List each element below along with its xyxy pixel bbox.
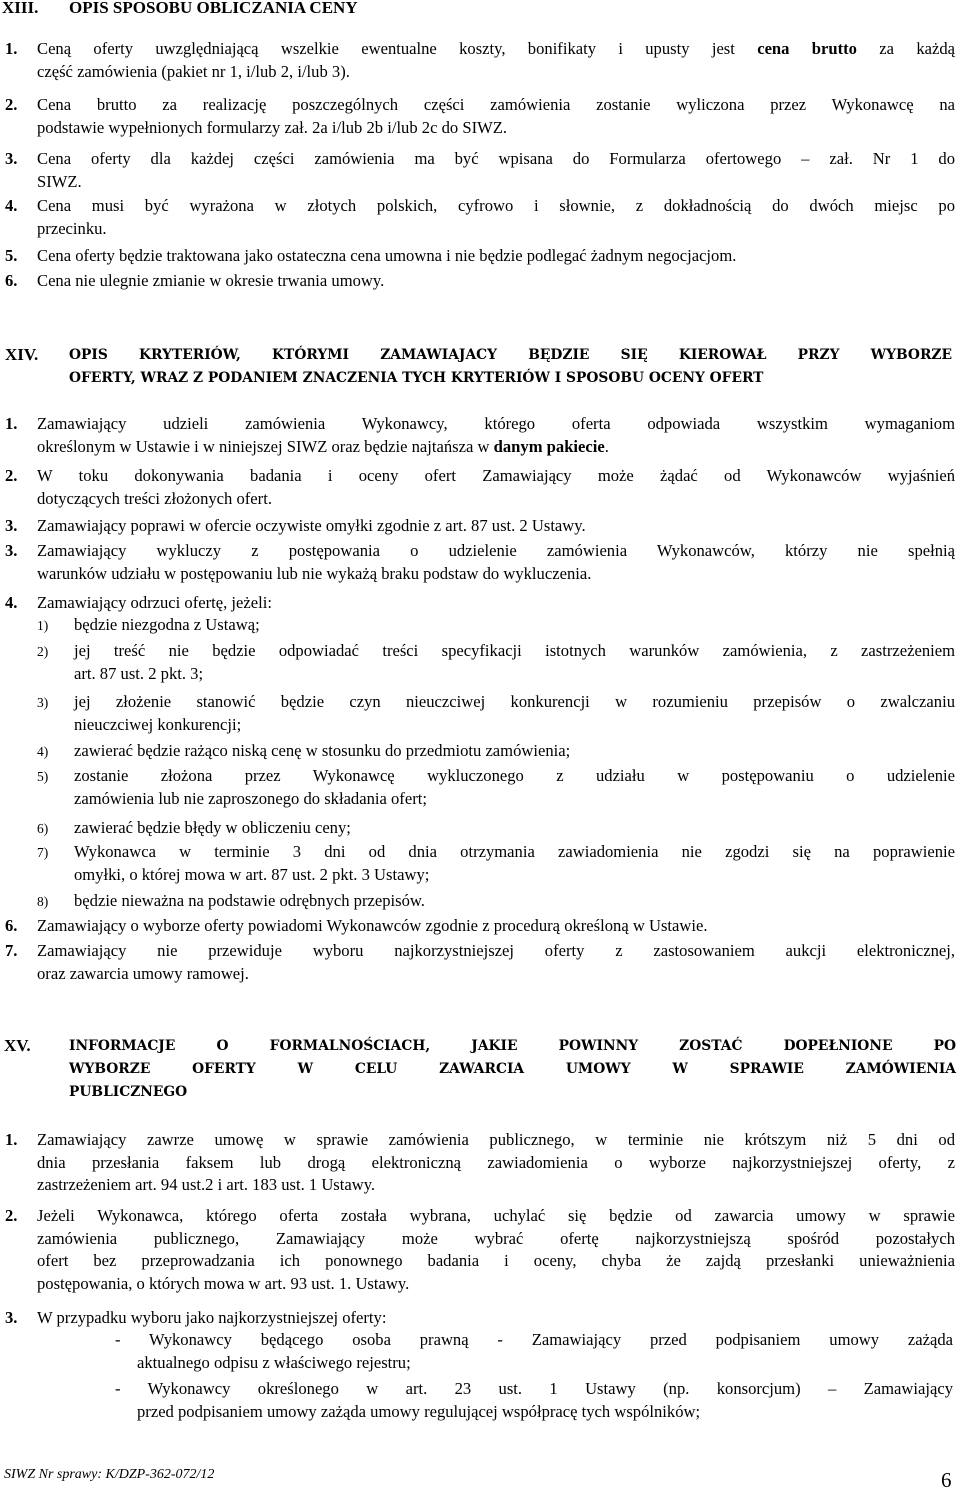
item-text [37, 515, 955, 538]
text-line: omyłki, o której mowa w art. 87 ust. 2 pkt. 3 Ustawy; [74, 864, 430, 884]
text-segment: Ceną oferty uwzględniającą wszelkie ewentualne koszty, bonifikaty i upusty jest [37, 39, 758, 58]
text-line [37, 1273, 955, 1296]
text-segment: Zamawiający udzieli zamówienia Wykonawcy, którego oferta odpowiada wszystkim wymaganiom [37, 414, 955, 433]
sub-item-number: 1) [37, 618, 49, 633]
text-line [37, 436, 955, 459]
sub-item-number: 4) [37, 744, 49, 759]
text-line [37, 117, 955, 140]
section-15-title-line: WYBORZE OFERTY W CELU ZAWARCIA UMOWY W SPRAWIE ZAMÓWIENIA [69, 1061, 956, 1077]
text-line [37, 915, 955, 938]
text-line: będzie niezgodna z Ustawą; [74, 615, 260, 634]
text-segment: część zamówienia (pakiet nr 1, i/lub 2, i/lub 3). [37, 61, 350, 81]
text-line: zawierać będzie rażąco niską cenę w stosunku do przedmiotu zamówienia; [74, 741, 571, 760]
sub-item-number: 8) [37, 894, 49, 909]
page-number: 6 [941, 1468, 952, 1492]
item-number: 6. [5, 916, 18, 935]
text-line [37, 540, 955, 563]
section-13-title: OPIS SPOSOBU OBLICZANIA CENY [69, 0, 358, 17]
item-number: 4. [5, 593, 18, 612]
item-number: 3. [5, 149, 18, 168]
text-line [37, 1152, 955, 1175]
text-line [37, 171, 955, 194]
item-text [37, 94, 955, 139]
section-14-title-line: OFERTY, WRAZ Z PODANIEM ZNACZENIA TYCH KRYTERIÓW I SPOSOBU OCENY OFERT [69, 370, 764, 386]
text-line [37, 488, 955, 511]
text-line: zamówienia lub nie zaproszonego do składania ofert; [74, 788, 427, 808]
text-line [37, 1174, 955, 1197]
text-line [37, 61, 955, 84]
text-line: aktualnego odpisu z właściwego rejestru; [137, 1352, 411, 1372]
text-segment: ofert bez przeprowadzania ich ponownego badania i oceny, chyba że zajdą przesłanki unieważnienia [37, 1251, 955, 1270]
sub-item-number: 2) [37, 644, 49, 659]
item-number: 1. [5, 414, 18, 433]
text-line [37, 270, 955, 293]
item-text [37, 1129, 955, 1197]
text-line [37, 195, 955, 218]
sub-item-text [74, 817, 955, 840]
text-line [37, 1228, 955, 1251]
sub-item-text [74, 765, 955, 810]
item-number: 1. [5, 1130, 18, 1149]
text-segment: zamówienia publicznego, Zamawiający może wybrać ofertę najkorzystniejszą spośród pozostałych [37, 1228, 955, 1248]
sub-item-number: 7) [37, 845, 49, 860]
text-line: Wykonawca w terminie 3 dni od dnia otrzymania zawiadomienia nie zgodzi się na poprawienie [74, 842, 955, 861]
item-number: 5. [5, 246, 18, 265]
text-segment: postępowania, o których mowa w art. 93 ust. 1. Ustawy. [37, 1273, 410, 1293]
text-segment: Cena oferty dla każdej części zamówienia ma być wpisana do Formularza ofertowego – zał. Nr 1 do [37, 149, 955, 168]
text-segment: Cena oferty będzie traktowana jako ostateczna cena umowna i nie będzie podlegać żadnym negocjacjom. [37, 246, 737, 265]
item-number: 4. [5, 196, 18, 215]
item-text [37, 270, 955, 293]
text-segment: SIWZ. [37, 171, 82, 191]
sub-item-text [74, 740, 955, 763]
sub-item-text [74, 691, 955, 736]
footer-case-number: SIWZ Nr sprawy: K/DZP-362-072/12 [4, 1467, 215, 1482]
text-line [37, 1250, 955, 1273]
item-text [37, 195, 955, 240]
sub-item-number: 5) [37, 769, 49, 784]
text-line [37, 592, 955, 615]
section-15-title-line: INFORMACJE O FORMALNOŚCIACH, JAKIE POWINNY ZOSTAĆ DOPEŁNIONE PO [69, 1038, 956, 1054]
item-number: 2. [5, 1206, 18, 1225]
text-segment: Cena brutto za realizację poszczególnych części zamówienia zostanie wyliczona przez Wykonawcę na [37, 95, 955, 114]
section-14-title-line: OPIS KRYTERIÓW, KTÓRYMI ZAMAWIAJACY BĘDZIE SIĘ KIEROWAŁ PRZY WYBORZE [69, 347, 952, 363]
text-segment: Zamawiający o wyborze oferty powiadomi Wykonawców zgodnie z procedurą określoną w Ustawie. [37, 916, 708, 935]
sub-item-text [74, 841, 955, 886]
text-line: jej treść nie będzie odpowiadać treści specyfikacji istotnych warunków zamówienia, z zastrzeżeniem [74, 641, 955, 660]
text-segment: Zamawiający wykluczy z postępowania o udzielenie zamówienia Wykonawców, którzy nie spełnią [37, 541, 955, 560]
text-line [37, 245, 955, 268]
item-number: 3. [5, 1308, 18, 1327]
text-segment: oraz zawarcia umowy ramowej. [37, 963, 249, 983]
item-text [37, 38, 955, 83]
text-line: będzie nieważna na podstawie odrębnych przepisów. [74, 891, 425, 910]
sub-item-text [74, 640, 955, 685]
text-segment: warunków udziału w postępowaniu lub nie wykażą braku podstaw do wykluczenia. [37, 563, 592, 583]
item-text [37, 915, 955, 938]
item-text [37, 540, 955, 585]
text-segment: Zamawiający zawrze umowę w sprawie zamówienia publicznego, w terminie nie krótszym niż 5 dni od [37, 1130, 955, 1149]
item-text [37, 592, 955, 615]
text-line: art. 87 ust. 2 pkt. 3; [74, 663, 204, 683]
text-line [37, 465, 955, 488]
item-text [37, 148, 955, 193]
emphasis-text: danym pakiecie [493, 436, 605, 456]
item-text [37, 245, 955, 268]
item-text [37, 465, 955, 510]
text-line [37, 218, 955, 241]
text-line [37, 515, 955, 538]
text-segment: zastrzeżeniem art. 94 ust.2 i art. 183 ust. 1 Ustawy. [37, 1175, 376, 1194]
sub-item-text [74, 614, 955, 637]
text-line [37, 1307, 955, 1330]
text-line [37, 940, 955, 963]
item-text [37, 940, 955, 985]
dash-item-text [115, 1378, 953, 1423]
text-line: - Wykonawcy będącego osoba prawną - Zamawiający przed podpisaniem umowy zażąda [115, 1330, 953, 1349]
section-13-number: XIII. [2, 0, 39, 17]
text-segment: podstawie wypełnionych formularzy zał. 2a i/lub 2b i/lub 2c do SIWZ. [37, 117, 508, 137]
text-segment: dnia przesłania faksem lub drogą elektroniczną zawiadomienia o wyborze najkorzystniejszej oferty, z [37, 1152, 955, 1172]
section-15-number: XV. [4, 1036, 31, 1055]
item-number: 2. [5, 466, 18, 485]
text-line: zawierać będzie błędy w obliczeniu ceny; [74, 818, 351, 837]
text-line [37, 38, 955, 61]
text-line [37, 1205, 955, 1228]
text-segment: przecinku. [37, 218, 107, 238]
item-text [37, 413, 955, 458]
text-line [37, 148, 955, 171]
text-segment: Zamawiający odrzuci ofertę, jeżeli: [37, 593, 272, 612]
text-line [37, 1129, 955, 1152]
item-text [37, 1205, 955, 1295]
item-number: 6. [5, 271, 18, 290]
sub-item-number: 6) [37, 821, 49, 836]
text-segment: Jeżeli Wykonawca, którego oferta została wybrana, uchylać się będzie od zawarcia umowy w sprawie [37, 1206, 955, 1225]
text-segment: Cena nie ulegnie zmianie w okresie trwania umowy. [37, 271, 385, 290]
text-segment: Zamawiający poprawi w ofercie oczywiste omyłki zgodnie z art. 87 ust. 2 Ustawy. [37, 516, 586, 535]
section-15-title [69, 1035, 956, 1104]
dash-item-text [115, 1329, 953, 1374]
text-segment: Cena musi być wyrażona w złotych polskich, cyfrowo i słownie, z dokładnością do dwóch miejsc po [37, 196, 955, 215]
text-segment: dotyczących treści złożonych ofert. [37, 488, 272, 508]
text-line [37, 963, 955, 986]
text-line: przed podpisaniem umowy zażąda umowy regulującej współpracę tych wspólników; [137, 1401, 701, 1421]
item-number: 7. [5, 941, 18, 960]
text-line [37, 413, 955, 436]
text-segment: W przypadku wyboru jako najkorzystniejszej oferty: [37, 1308, 387, 1327]
emphasis-text: cena brutto [757, 39, 857, 58]
sub-item-text [74, 890, 955, 913]
text-line [37, 94, 955, 117]
text-segment: określonym w Ustawie i w niniejszej SIWZ oraz będzie najtańsza w [37, 436, 494, 456]
item-number: 3. [5, 541, 18, 560]
section-14-number: XIV. [5, 345, 39, 364]
sub-item-number: 3) [37, 695, 49, 710]
text-line [37, 563, 955, 586]
text-segment: W toku dokonywania badania i oceny ofert Zamawiający może żądać od Wykonawców wyjaśnień [37, 466, 955, 485]
section-14-title [69, 344, 952, 390]
section-15-title-line: PUBLICZNEGO [69, 1084, 188, 1100]
text-line: zostanie złożona przez Wykonawcę wykluczonego z udziału w postępowaniu o udzielenie [74, 766, 955, 785]
item-number: 1. [5, 39, 18, 58]
text-segment: za każdą [856, 39, 956, 58]
text-segment: Zamawiający nie przewiduje wyboru najkorzystniejszej oferty z zastosowaniem aukcji elektronicznej, [37, 941, 955, 960]
text-line: nieuczciwej konkurencji; [74, 714, 242, 734]
text-segment: . [604, 436, 609, 456]
text-line: jej złożenie stanowić będzie czyn nieuczciwej konkurencji w rozumieniu przepisów o zwalczaniu [74, 692, 955, 711]
item-text [37, 1307, 955, 1330]
text-line: - Wykonawcy określonego w art. 23 ust. 1 Ustawy (np. konsorcjum) – Zamawiający [115, 1379, 953, 1398]
item-number: 3. [5, 516, 18, 535]
item-number: 2. [5, 95, 18, 114]
